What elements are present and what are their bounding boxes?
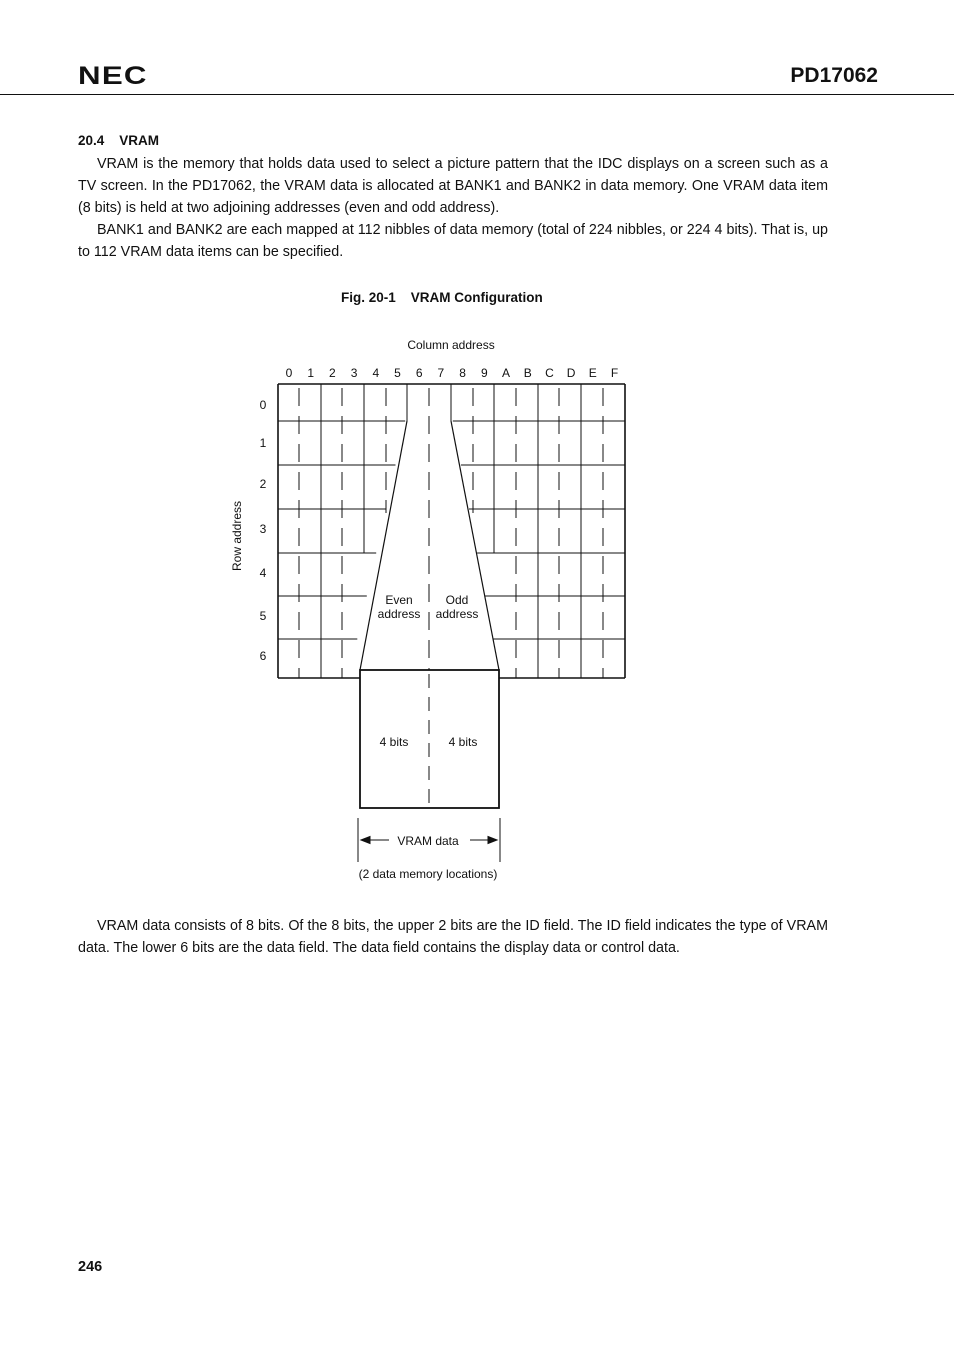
dimension-right-arrowhead (488, 837, 497, 844)
column-label-9: 9 (480, 366, 488, 380)
row-label-0: 0 (259, 398, 267, 412)
odd-address-label-line2: address (435, 607, 479, 621)
nec-logo: NEC (78, 62, 148, 90)
row-label-1: 1 (259, 436, 267, 450)
row-label-2: 2 (259, 477, 267, 491)
grid-nibble-dashed-lines (299, 388, 603, 678)
column-address-label: Column address (407, 338, 495, 352)
column-label-f: F (610, 366, 619, 380)
taper-right-edge (451, 421, 499, 670)
column-labels (286, 366, 619, 380)
paragraph-vram-intro: VRAM is the memory that holds data used to select a picture pattern that the IDC displays on a screen such as a TV screen. In the PD17062, the VRAM data is allocated at BANK1 and BANK2 in data memory. One VRAM data item (8 bits) is held at two adjoining addresses (even and odd address). (78, 156, 828, 216)
page-number: 246 (78, 1259, 103, 1275)
bits-right-label: 4 bits (448, 735, 478, 749)
dimension-left-arrowhead (361, 837, 370, 844)
column-label-0: 0 (285, 366, 293, 380)
even-address-label-line1: Even (385, 593, 413, 607)
memory-grid (278, 384, 625, 678)
odd-address-label-line1: Odd (445, 593, 469, 607)
column-label-c: C (545, 366, 554, 380)
paragraph-vram-fields: VRAM data consists of 8 bits. Of the 8 bits, the upper 2 bits are the ID field. The ID field indicates the type of VRAM data. The lower 6 bits are the data field. The data field contains the display data or control data. (78, 918, 828, 956)
vram-data-label: VRAM data (397, 834, 459, 848)
row-address-label: Row address (230, 500, 244, 572)
row-label-4: 4 (259, 566, 267, 580)
figure-caption: Fig. 20-1 VRAM Configuration (341, 290, 543, 305)
column-label-b: B (523, 366, 532, 380)
column-label-a: A (501, 366, 511, 380)
grid-row-lines-right (453, 421, 625, 639)
grid-cell-solid-lines (321, 384, 581, 678)
even-address-label-line2: address (377, 607, 421, 621)
row-label-3: 3 (259, 522, 267, 536)
column-label-2: 2 (329, 366, 336, 380)
column-label-4: 4 (372, 366, 380, 380)
column-label-e: E (588, 366, 597, 380)
column-label-d: D (566, 366, 576, 380)
taper-left-edge (360, 421, 407, 670)
row-label-6: 6 (259, 649, 267, 663)
column-label-8: 8 (459, 366, 466, 380)
memory-locations-label: (2 data memory locations) (358, 867, 498, 881)
column-label-6: 6 (415, 366, 423, 380)
column-label-1: 1 (307, 366, 315, 380)
column-label-7: 7 (437, 366, 445, 380)
paragraph-bank-mapping: BANK1 and BANK2 are each mapped at 112 nibbles of data memory (total of 224 nibbles, or 224 4 bits). That is, up to 112 VRAM data items can be specified. (78, 222, 828, 260)
section-heading: 20.4 VRAM (78, 133, 160, 148)
row-label-5: 5 (259, 609, 267, 623)
bits-left-label: 4 bits (379, 735, 409, 749)
row-labels (260, 398, 267, 663)
column-label-3: 3 (350, 366, 358, 380)
column-label-5: 5 (394, 366, 401, 380)
part-number: PD17062 (790, 64, 878, 87)
